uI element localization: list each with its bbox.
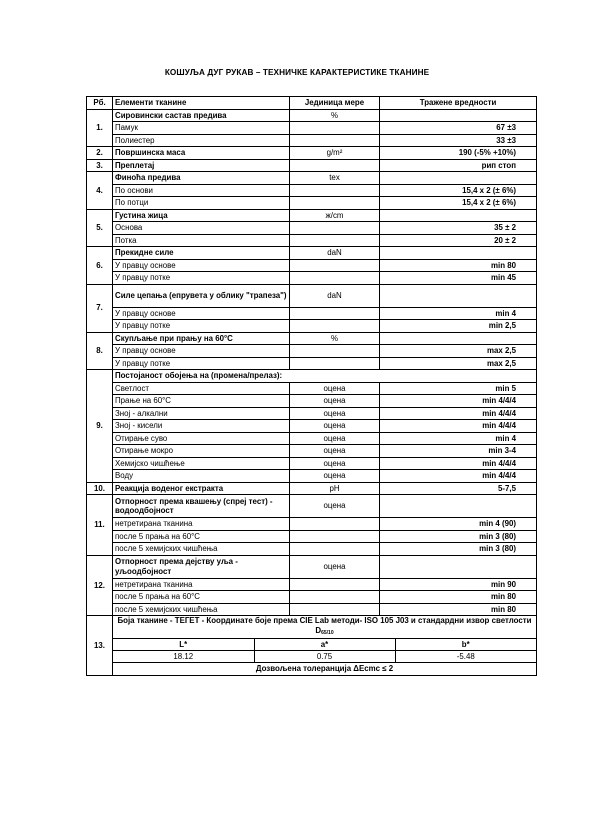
row-number: 9.	[87, 370, 113, 483]
row-unit: tex	[290, 172, 380, 185]
row-name: Силе цепања (епрувета у облику "трапеза")	[113, 284, 290, 307]
table-row	[87, 603, 537, 616]
row-name: Постојаност обојења на (промена/прелаз):	[113, 370, 537, 383]
row-unit: pH	[290, 482, 380, 495]
row-value: 5-7,5	[380, 482, 537, 495]
sub-unit	[290, 530, 380, 543]
sub-unit	[290, 307, 380, 320]
sub-unit: оцена	[290, 432, 380, 445]
sub-value: min 4/4/4	[380, 420, 537, 433]
sub-unit	[290, 578, 380, 591]
table-row	[87, 432, 537, 445]
row-unit: daN	[290, 284, 380, 307]
table-row	[87, 234, 537, 247]
table-row	[87, 482, 537, 495]
sub-unit	[290, 184, 380, 197]
sub-label: Основа	[113, 222, 290, 235]
sub-unit: оцена	[290, 407, 380, 420]
sub-value: 15,4 x 2 (± 6%)	[380, 184, 537, 197]
sub-value: min 3 (80)	[380, 530, 537, 543]
row-value	[380, 247, 537, 260]
sub-label: У правцу потке	[113, 320, 290, 333]
row-name: Отпорност према квашењу (спреј тест) - водоодбојност	[113, 495, 290, 518]
row-number: 12.	[87, 555, 113, 616]
row-name: Преплетај	[113, 159, 290, 172]
color-coordinates	[113, 639, 537, 663]
sub-unit	[290, 320, 380, 333]
sub-unit	[290, 134, 380, 147]
row-unit	[290, 159, 380, 172]
sub-label: Полиестер	[113, 134, 290, 147]
table-row	[87, 495, 537, 518]
table-row	[87, 382, 537, 395]
sub-unit	[290, 222, 380, 235]
sub-label: Светлост	[113, 382, 290, 395]
header-unit: Јединица мере	[290, 97, 380, 110]
sub-unit: оцена	[290, 457, 380, 470]
row-name: Отпорност према дејству уља - уљоодбојност	[113, 555, 290, 578]
sub-label: Зној - кисели	[113, 420, 290, 433]
sub-label: Хемијско чишћење	[113, 457, 290, 470]
table-row	[87, 109, 537, 122]
sub-label: У правцу потке	[113, 272, 290, 285]
table-row	[87, 134, 537, 147]
sub-label: Воду	[113, 470, 290, 483]
sub-value: 35 ± 2	[380, 222, 537, 235]
sub-unit	[290, 543, 380, 556]
table-row	[87, 663, 537, 676]
sub-unit	[290, 518, 380, 531]
sub-unit	[290, 234, 380, 247]
sub-value: min 3-4	[380, 445, 537, 458]
sub-label: По потци	[113, 197, 290, 210]
table-row	[87, 357, 537, 370]
sub-label: У правцу основе	[113, 259, 290, 272]
sub-label: У правцу потке	[113, 357, 290, 370]
row-number: 6.	[87, 247, 113, 285]
table-row	[87, 457, 537, 470]
sub-unit	[290, 122, 380, 135]
sub-unit: оцена	[290, 420, 380, 433]
table-row	[87, 591, 537, 604]
row-value	[380, 109, 537, 122]
row-unit: ж/cm	[290, 209, 380, 222]
sub-value: min 90	[380, 578, 537, 591]
table-row	[87, 518, 537, 531]
table-row	[87, 407, 537, 420]
row-name: Сировински састав предива	[113, 109, 290, 122]
sub-value: min 4/4/4	[380, 407, 537, 420]
row-number: 2.	[87, 147, 113, 160]
sub-label: Памук	[113, 122, 290, 135]
row-value: рип стоп	[380, 159, 537, 172]
sub-unit: оцена	[290, 382, 380, 395]
sub-value: min 4/4/4	[380, 395, 537, 408]
sub-label: после 5 прања на 60°C	[113, 530, 290, 543]
row-number: 1.	[87, 109, 113, 147]
row-number: 8.	[87, 332, 113, 370]
row-unit: %	[290, 109, 380, 122]
table-row	[87, 307, 537, 320]
sub-unit	[290, 603, 380, 616]
sub-value: min 80	[380, 259, 537, 272]
color-coordinates-grid	[113, 639, 536, 662]
sub-unit	[290, 357, 380, 370]
sub-value: min 3 (80)	[380, 543, 537, 556]
sub-value: max 2,5	[380, 357, 537, 370]
row-unit: daN	[290, 247, 380, 260]
row-number: 4.	[87, 172, 113, 210]
row-value	[380, 209, 537, 222]
table-row	[87, 159, 537, 172]
table-row	[87, 184, 537, 197]
sub-label: Зној - алкални	[113, 407, 290, 420]
table-row	[87, 639, 537, 663]
row-name: Финоћа предива	[113, 172, 290, 185]
table-row	[87, 272, 537, 285]
sub-unit	[290, 345, 380, 358]
header-no: Рб.	[87, 97, 113, 110]
sub-value: max 2,5	[380, 345, 537, 358]
col-b-header: b*	[395, 639, 536, 651]
table-row	[87, 616, 537, 639]
row-value	[380, 172, 537, 185]
sub-value: 20 ± 2	[380, 234, 537, 247]
sub-label: У правцу основе	[113, 345, 290, 358]
table-row	[87, 197, 537, 210]
table-row	[87, 172, 537, 185]
sub-value: min 45	[380, 272, 537, 285]
row-value	[380, 284, 537, 307]
sub-unit	[290, 197, 380, 210]
table-header	[87, 97, 537, 110]
row-unit: оцена	[290, 495, 380, 518]
row-name: Прекидне силе	[113, 247, 290, 260]
sub-value: min 4/4/4	[380, 470, 537, 483]
row-value	[380, 332, 537, 345]
table-row	[87, 222, 537, 235]
table-row	[87, 445, 537, 458]
sub-label: По основи	[113, 184, 290, 197]
sub-label: Потка	[113, 234, 290, 247]
table-row	[87, 332, 537, 345]
sub-value: min 4	[380, 432, 537, 445]
spec-table	[86, 96, 537, 676]
table-row	[87, 370, 537, 383]
row-value	[380, 555, 537, 578]
sub-label: У правцу основе	[113, 307, 290, 320]
table-row	[87, 543, 537, 556]
row-number: 5.	[87, 209, 113, 247]
table-row	[87, 420, 537, 433]
table-row	[87, 578, 537, 591]
sub-value: 33 ±3	[380, 134, 537, 147]
sub-unit: оцена	[290, 395, 380, 408]
row-name: Скупљање при прању на 60°C	[113, 332, 290, 345]
row-number: 7.	[87, 284, 113, 332]
sub-value: 15,4 x 2 (± 6%)	[380, 197, 537, 210]
row-value	[380, 495, 537, 518]
table-row	[87, 247, 537, 260]
sub-label: после 5 хемијских чишћења	[113, 603, 290, 616]
document-title: КОШУЉА ДУГ РУКАВ – ТЕХНИЧКЕ КАРАКТЕРИСТИКЕ ТКАНИНЕ	[164, 68, 430, 77]
col-l-value: 18.12	[113, 651, 254, 663]
table-row	[87, 555, 537, 578]
sub-unit: оцена	[290, 445, 380, 458]
color-coordinates-title: Боја тканине - ТЕГЕТ - Координате боје према CIE Lab методи- ISO 105 J03 и стандардни извор светлости $D_{65/10}$	[113, 616, 537, 639]
sub-unit: оцена	[290, 470, 380, 483]
row-name: Површинска маса	[113, 147, 290, 160]
sub-label: Отирање суво	[113, 432, 290, 445]
header-value: Тражене вредности	[380, 97, 537, 110]
table-row	[87, 147, 537, 160]
row-name: Густина жица	[113, 209, 290, 222]
row-value: 190 (-5% +10%)	[380, 147, 537, 160]
row-name: Реакција воденог екстракта	[113, 482, 290, 495]
table-row	[87, 395, 537, 408]
row-number: 11.	[87, 495, 113, 556]
sub-unit	[290, 591, 380, 604]
table-row	[87, 259, 537, 272]
col-b-value: -5.48	[395, 651, 536, 663]
table-row	[87, 209, 537, 222]
sub-label: после 5 хемијских чишћења	[113, 543, 290, 556]
table-row	[87, 345, 537, 358]
row-unit: g/m²	[290, 147, 380, 160]
sub-label: Отирање мокро	[113, 445, 290, 458]
sub-value: min 80	[380, 603, 537, 616]
sub-label: нетретирана тканина	[113, 518, 290, 531]
col-a-value: 0.75	[254, 651, 395, 663]
sub-label: нетретирана тканина	[113, 578, 290, 591]
table-row	[87, 122, 537, 135]
table-row	[87, 470, 537, 483]
sub-value: min 4 (90)	[380, 518, 537, 531]
illuminant-subscript: 65/10	[321, 630, 334, 636]
sub-value: min 4/4/4	[380, 457, 537, 470]
sub-value: min 80	[380, 591, 537, 604]
sub-value: min 4	[380, 307, 537, 320]
sub-value: min 2,5	[380, 320, 537, 333]
sub-unit	[290, 259, 380, 272]
sub-unit	[290, 272, 380, 285]
col-a-header: a*	[254, 639, 395, 651]
sub-value: 67 ±3	[380, 122, 537, 135]
row-unit: оцена	[290, 555, 380, 578]
table-row	[87, 284, 537, 307]
header-element: Елементи тканине	[113, 97, 290, 110]
row-number: 13.	[87, 616, 113, 676]
tolerance: Дозвољена толеранција ΔEcmc ≤ 2	[113, 663, 537, 676]
sub-label: после 5 прања на 60°C	[113, 591, 290, 604]
sub-value: min 5	[380, 382, 537, 395]
row-number: 10.	[87, 482, 113, 495]
col-l-header: L*	[113, 639, 254, 651]
sub-label: Прање на 60°C	[113, 395, 290, 408]
table-row	[87, 530, 537, 543]
row-unit: %	[290, 332, 380, 345]
row-number: 3.	[87, 159, 113, 172]
table-row	[87, 320, 537, 333]
